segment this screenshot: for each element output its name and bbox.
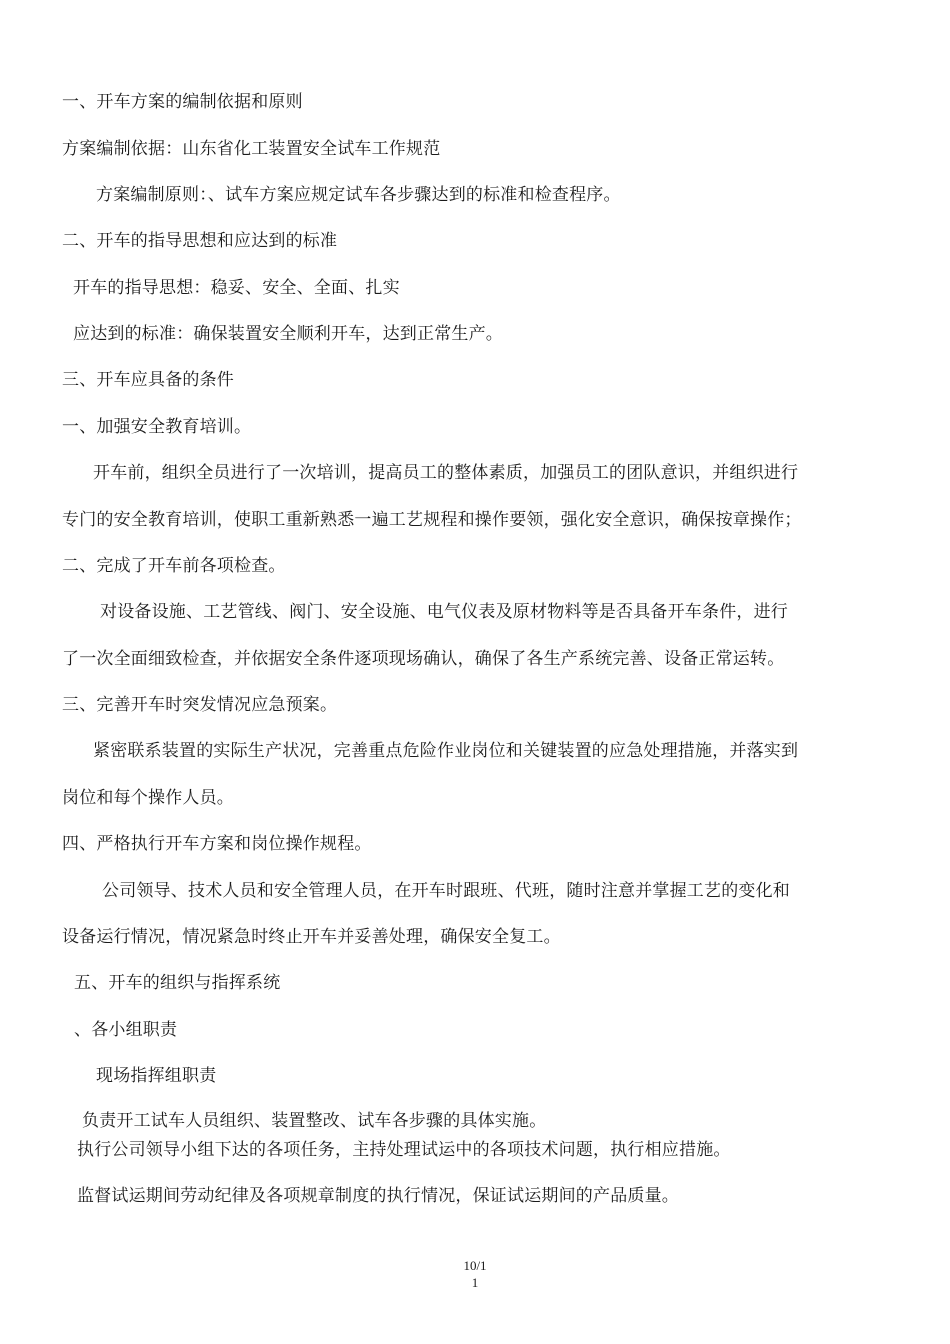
heading-5: 五、开车的组织与指挥系统 — [74, 973, 281, 993]
paragraph-line: 设备运行情况，情况紧急时终止开车并妥善处理，确保安全复工。 — [62, 927, 561, 947]
paragraph-line: 紧密联系装置的实际生产状况，完善重点危险作业岗位和关键装置的应急处理措施，并落实到 — [93, 741, 799, 761]
subheading: 、各小组职责 — [74, 1020, 178, 1040]
subheading: 一、加强安全教育培训。 — [62, 417, 252, 437]
paragraph-line: 开车前，组织全员进行了一次培训，提高员工的整体素质，加强员工的团队意识，并组织进行 — [93, 463, 799, 483]
page-number: 10/1 — [463, 1258, 487, 1273]
heading-3: 三、开车应具备的条件 — [62, 370, 234, 390]
subheading: 二、完成了开车前各项检查。 — [62, 556, 286, 576]
subheading: 四、严格执行开车方案和岗位操作规程。 — [62, 834, 372, 854]
text-line: 应达到的标准：确保装置安全顺利开车，达到正常生产。 — [73, 324, 503, 344]
list-item: 执行公司领导小组下达的各项任务，主持处理试运中的各项技术问题，执行相应措施。 — [77, 1140, 731, 1160]
list-item: 负责开工试车人员组织、装置整改、试车各步骤的具体实施。 — [82, 1111, 547, 1131]
paragraph-line: 对设备设施、工艺管线、阀门、安全设施、电气仪表及原材物料等是否具备开车条件，进行 — [100, 602, 788, 622]
heading-1: 一、开车方案的编制依据和原则 — [62, 92, 303, 112]
text-line: 方案编制原则：、试车方案应规定试车各步骤达到的标准和检查程序。 — [96, 185, 621, 205]
paragraph-line: 岗位和每个操作人员。 — [62, 788, 234, 808]
paragraph-line: 公司领导、技术人员和安全管理人员，在开车时跟班、代班，随时注意并掌握工艺的变化和 — [102, 881, 790, 901]
text-line: 方案编制依据：山东省化工装置安全试车工作规范 — [62, 139, 441, 159]
text-line: 开车的指导思想：稳妥、安全、全面、扎实 — [73, 278, 400, 298]
subheading: 现场指挥组职责 — [96, 1066, 217, 1086]
page-number-continued: 1 — [471, 1275, 479, 1290]
subheading: 三、完善开车时突发情况应急预案。 — [62, 695, 338, 715]
paragraph-line: 专门的安全教育培训，使职工重新熟悉一遍工艺规程和操作要领，强化安全意识，确保按章操作； — [62, 510, 802, 530]
paragraph-line: 了一次全面细致检查，并依据安全条件逐项现场确认，确保了各生产系统完善、设备正常运转。 — [62, 649, 785, 669]
list-item: 监督试运期间劳动纪律及各项规章制度的执行情况，保证试运期间的产品质量。 — [77, 1186, 679, 1206]
heading-2: 二、开车的指导思想和应达到的标准 — [62, 231, 338, 251]
